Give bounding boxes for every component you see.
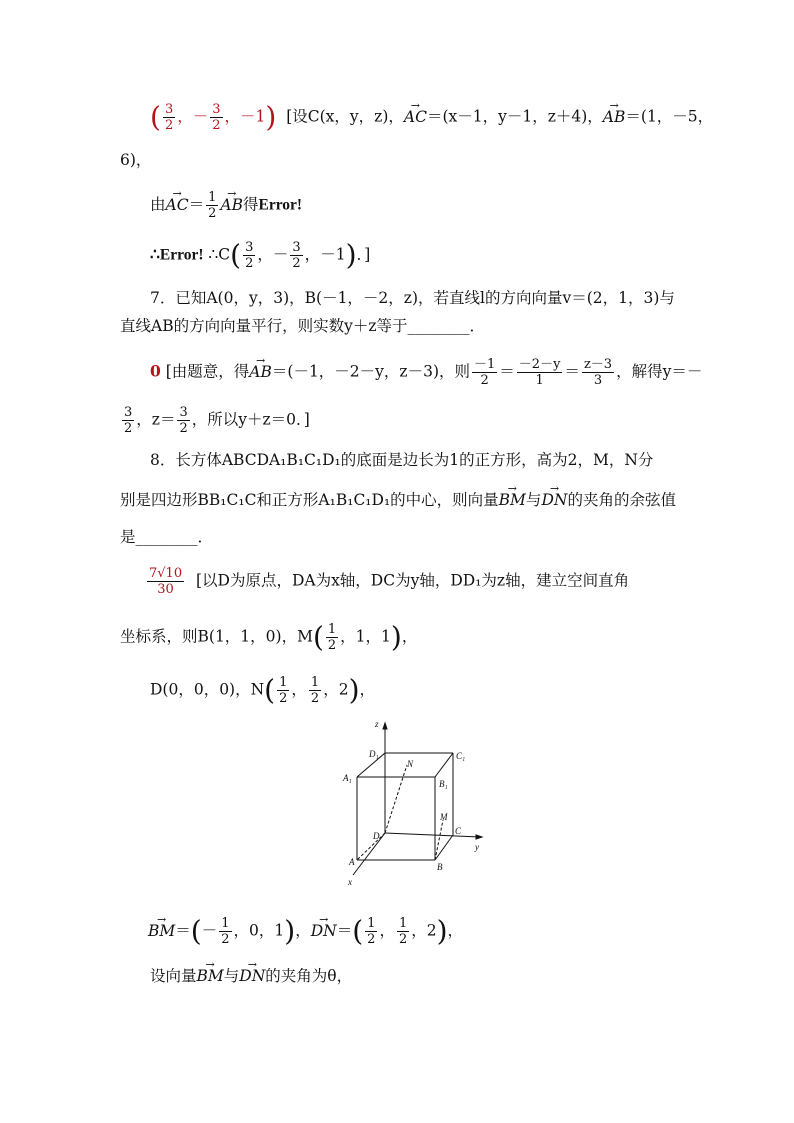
p7-question-line1: 7．已知A(0，y，3)，B(－1，－2，z)，若直线l的方向向量v＝(2，1，3)与 bbox=[150, 289, 675, 307]
p8-last-line: 设向量→ BM与→ DN的夹角为θ， bbox=[150, 966, 794, 986]
p8-question-line3: 是________． bbox=[120, 528, 214, 546]
label-z: z bbox=[375, 719, 379, 729]
vec-ac: → AC bbox=[404, 107, 427, 127]
label-n: N bbox=[407, 759, 414, 769]
p8-solution-line2: 坐标系，则B(1，1，0)，M( $\frac{1}{2}$ ，1，1)， bbox=[120, 620, 418, 654]
p8-question-line2: 别是四边形BB₁C₁C和正方形A₁B₁C₁D₁的中心，则向量→ BM与→ DN的夹角的余弦值 bbox=[120, 490, 794, 510]
p6-line1: ( $\frac{3}{2}$ ，－ $\frac{3}{2}$ ，－1) [设C(x，y，z)，→ AC＝(x－1，y－1，z＋4)，→ AB＝(1，－5， bbox=[150, 102, 794, 133]
p7-solution-line2: $\frac{3}{2}$ ，z＝ $\frac{3}{2}$ ，所以y＋z＝0．] bbox=[124, 405, 310, 436]
label-x: x bbox=[348, 877, 352, 887]
p8-solution-line1: $\frac{7√10}{30}$ [以D为原点，DA为x轴，DC为y轴，DD₁为z轴，建立空间直角 bbox=[149, 566, 630, 597]
cuboid-figure bbox=[335, 715, 495, 890]
label-c1: C₁ bbox=[456, 751, 466, 761]
p6-line2: 6)， bbox=[120, 151, 152, 169]
p8-solution-line3: D(0，0，0)，N( $\frac{1}{2}$ ， $\frac{1}{2}$ ，2)， bbox=[150, 673, 376, 707]
label-d1: D₁ bbox=[369, 749, 379, 759]
vec-ab: → AB bbox=[603, 107, 626, 127]
p7-answer: 0 bbox=[150, 361, 161, 381]
p8-answer: $\frac{7√10}{30}$ bbox=[149, 566, 183, 597]
p7-question-line2: 直线AB的方向向量平行，则实数y＋z等于________． bbox=[120, 317, 486, 335]
label-b: B bbox=[437, 862, 443, 872]
p8-question-line1: 8．长方体ABCDA₁B₁C₁D₁的底面是边长为1的正方形，高为2，M，N分 bbox=[150, 451, 654, 469]
label-a1: A₁ bbox=[343, 773, 352, 783]
ans-y-frac: $\frac{3}{2}$ bbox=[212, 102, 221, 133]
p6-line3: 由→ AC＝ $\frac{1}{2}$ → AB得Error! bbox=[150, 190, 794, 221]
p6-line4: ∴Error! ∴C( $\frac{3}{2}$ ，－ $\frac{3}{2}$ ，－1)．] bbox=[150, 238, 371, 272]
label-a: A bbox=[349, 857, 355, 867]
label-c: C bbox=[455, 826, 462, 836]
label-y: y bbox=[475, 842, 479, 852]
label-b1: B₁ bbox=[439, 779, 448, 789]
label-m: M bbox=[440, 812, 448, 822]
label-d: D bbox=[373, 831, 380, 841]
p8-vectors-line: → BM＝(－ $\frac{1}{2}$ ，0，1)，→ DN＝( $\frac{1}{2}$ ， $\frac{1}{2}$ ，2)， bbox=[148, 916, 794, 947]
p7-solution-line1: 0 [由题意，得→ AB＝(－1，－2－y，z－3)，则 $\frac{-1}{2}$ ＝ $\frac{-2-y}{1}$ ＝ $\frac{z-3}{3}$ ，解得y＝－ bbox=[150, 357, 794, 388]
ans-x-frac: $\frac{3}{2}$ bbox=[164, 102, 174, 133]
left-paren: ( bbox=[150, 100, 161, 134]
